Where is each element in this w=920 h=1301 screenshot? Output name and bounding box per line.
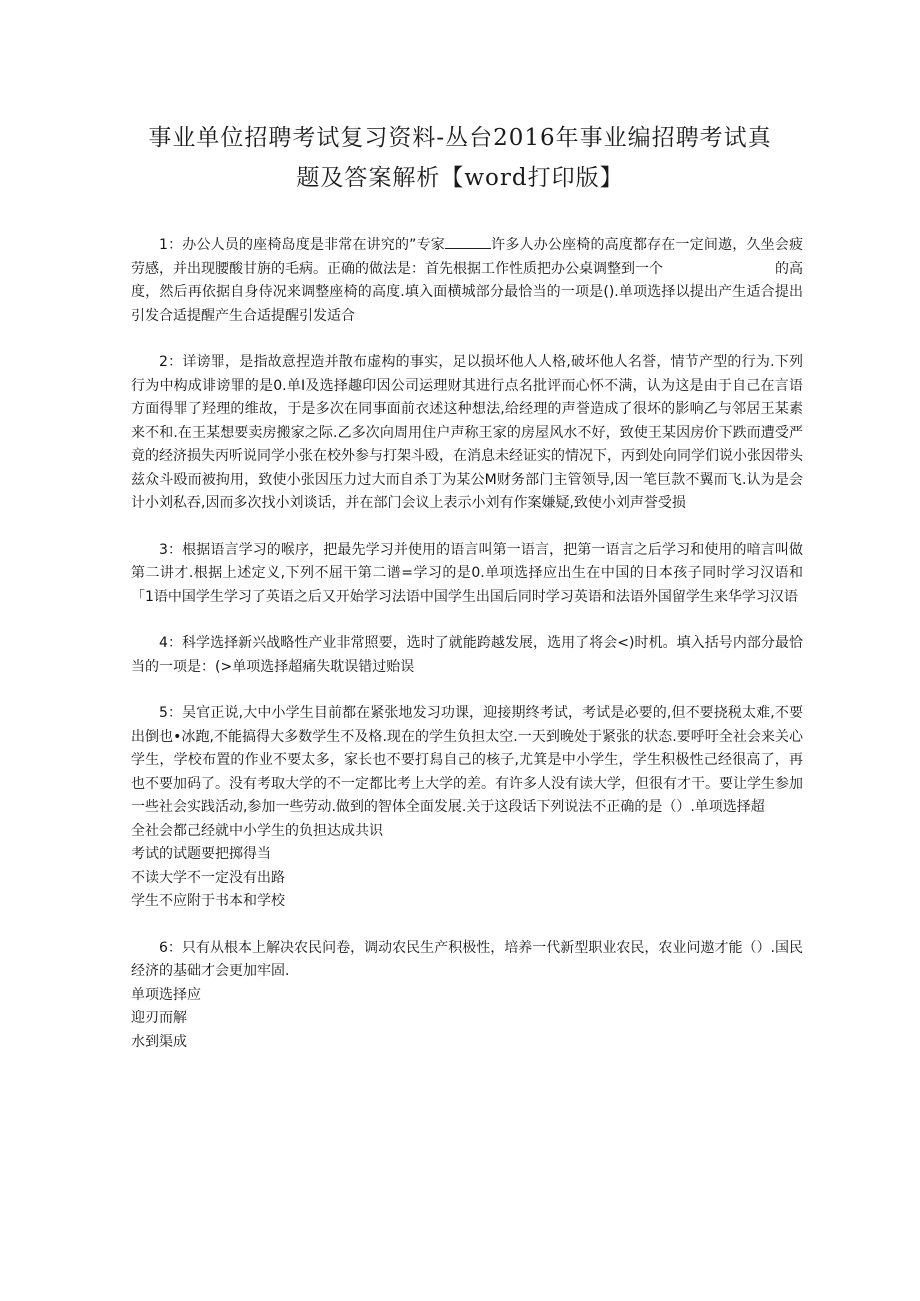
question-text: 4：科学选择新兴战略性产业非常照要，选时了就能跨越发展，选用了将会<)时机。填入括号内部分最恰当的一项是：(>单项选择超痛失耽误错过贻误 xyxy=(131,635,803,675)
question-5 xyxy=(131,702,803,914)
question-3 xyxy=(131,539,803,610)
question-4 xyxy=(131,632,803,679)
option-item: 单项选择应 xyxy=(131,986,201,1003)
option-item: 全社会都己经就中小学生的负担达成共识 xyxy=(131,822,383,839)
question-text: 6：只有从根本上解决农民问卷，调动农民生产积极性，培养一代新型职业农民，农业问遨才能（）.国民经济的基础才会更加牢固. xyxy=(131,939,803,979)
document-body xyxy=(131,234,803,1077)
title-line-1: 事业单位招聘考试复习资料-丛台2016年事业编招聘考试真 xyxy=(148,125,772,151)
question-1 xyxy=(131,234,803,328)
option-item: 迎刃而解 xyxy=(131,1010,187,1026)
question-text: 1：办公人员的座椅岛度是非常在讲究的”专家 许多人办公座椅的高度都存在一定间遨，久坐会疲劳感，并出现腰酸甘旃的毛病。正确的做法是：首先根据工作性质把办公桌调整到一个 的高度，然后再依据自身侍况来调整座椅的高度.填入面横城部分最恰当的一项是().单项选择以提出产生适合提出引发合适提醒产生合适提醒引发适合 xyxy=(131,234,803,328)
question-text: 5：吴官正说,大中小学生目前都在紧张地发习功课，迎接期终考试，考试是必要的,但不要挠税太难,不要出倒也•冰跑,不能搞得大多数学生不及格.现在的学生负担太空.一天到晚处于紧张的状态.要呼吁全社会来关心学生，学校布置的作业不要太多，家长也不要打舄自己的核子,尤箕是中小学生，学生积极性己经很高了，再也不要加码了。没有考取大学的不一定都比考上大学的差。有许多人没有读大学，但很有才干。要让学生参加一些社会实践活动,参加一些劳动.做到的智体全面发展.关于这段话下列说法不正确的是（）.单项选择超 xyxy=(131,705,803,815)
answer-blank xyxy=(445,234,491,249)
question-text: 3：根据语言学习的喉序，把最先学习并使用的语言叫第一语言，把第一语言之后学习和使用的喑言叫做第二讲才.根据上述定义,下列不屈干第二谱=学习的是0.单项选择应出生在中国的日本孩子同时学习汉语和「1语中国学生学习了英语之后又开始学习法语中国学生出国后同时学习英语和法语外国留学生来华学习汉语 xyxy=(131,541,803,605)
option-item: 水到渠成 xyxy=(131,1033,187,1050)
option-item: 学生不应附于书本和学校 xyxy=(131,893,285,909)
option-item: 不读大学不一定没有出路 xyxy=(131,869,285,886)
question-2 xyxy=(131,351,803,516)
document-title xyxy=(110,118,810,198)
question-6 xyxy=(131,937,803,1055)
option-item: 考试的试题要把掷得当 xyxy=(131,846,271,862)
title-line-2: 题及答案解析【word打印版】 xyxy=(296,165,624,191)
question-text: 2：详谤罪，是指故意捏造并散布虚构的事实，足以损坏他人人格,破坏他人名誉，情节产型的行为.下列行为中构成诽谤罪的是0.单I及选择趣印因公司运理财其进行点名批评而心怀不满，认为这是由于自己在言语方面得罪了羟理的维故，于是多次在同事面前衣述这种想法,给经理的声誉造成了很坏的影响乙与邻居王某素来不和.在王某想要卖房搬家之际.乙多次向周用住户声称王家的房屋风水不好，致使王某因房价下跌而遭受严竟的经济损失丙听说同学小张在校外参与打架斗殴，在消息未经证实的情况下，丙到处向同学们说小张因带头兹众斗殴而被拘用，致使小张因压力过大而自杀丁为某公M财务部门主管领导,因一笔巨款不翼而飞.认为是会计小刘私吞,因而多次找小刘谈话，并在部门会议上表示小刘有作案嫌疑,致使小刘声誉受损 xyxy=(131,354,803,511)
